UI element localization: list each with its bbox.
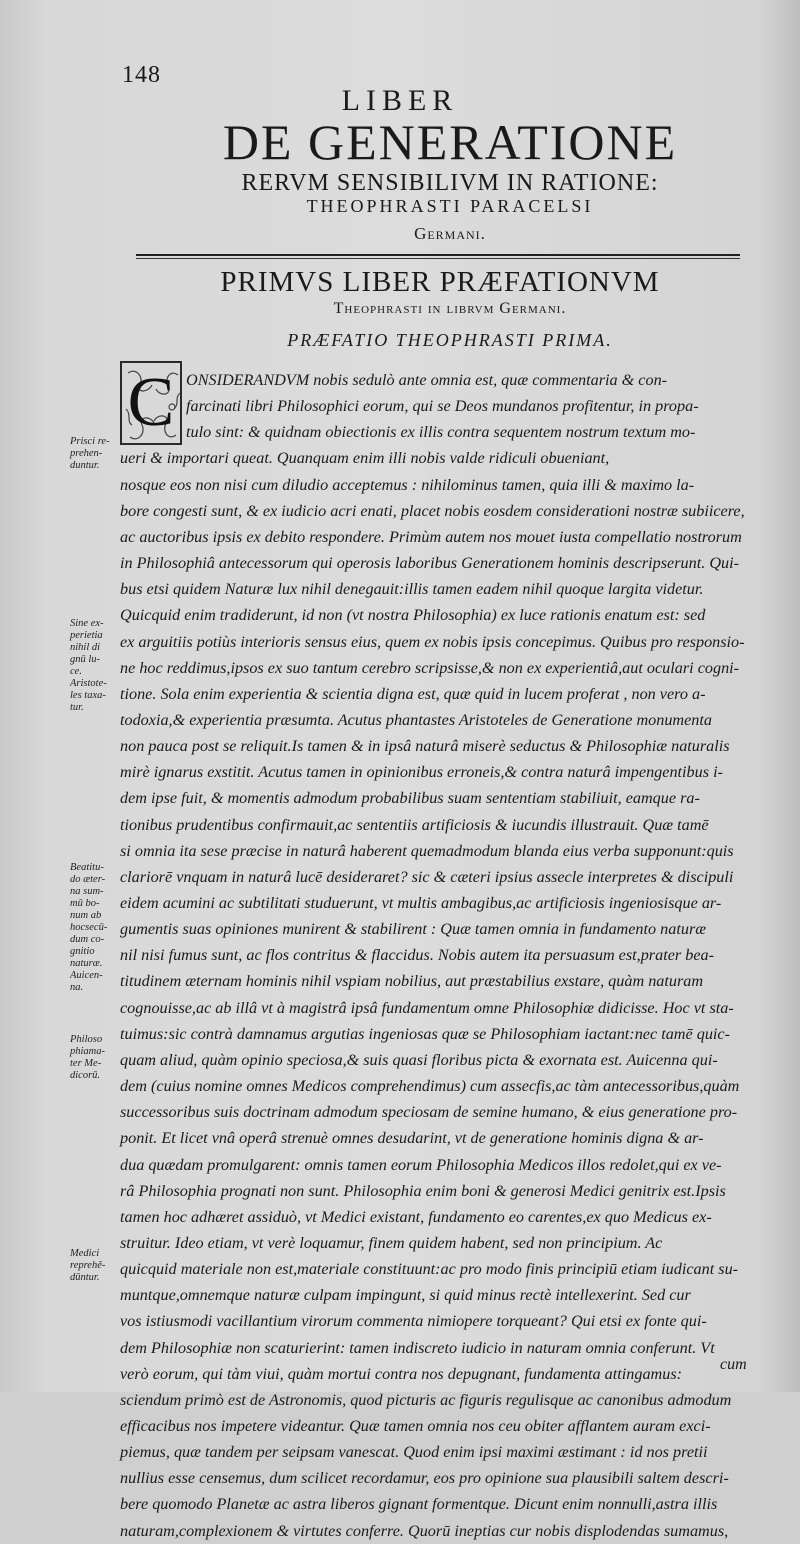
margin-note-line: prehen- [70,448,103,459]
text-line: nullius esse censemus, dum scilicet recordamur, eos pro opinione sua plausibili saltem descri- [120,1469,729,1488]
text-line: clariorē vnquam in naturâ lucē desideraret? sic & cæteri ipsius assecle interpretes & discipuli [120,867,734,886]
text-line: successoribus suis doctrinam admodum speciosam de semine humano, & eius generatione pro- [120,1103,738,1122]
preface-title: PRÆFATIO THEOPHRASTI PRIMA. [287,330,613,350]
margin-note-line: dūntur. [70,1272,100,1283]
margin-note-line: num ab [70,910,102,921]
text-line: non pauca post se reliquit.Is tamen & in ipsâ naturâ miserè seductus & Philosophiæ naturalis [120,737,730,756]
drop-cap-letter: C [127,364,175,441]
text-line: sciendum primò est de Astronomis, quod picturis ac figuris regulisque ac canonibus admodum [120,1390,732,1409]
text-line: tulo sint: & quidnam obiectionis ex illis contra sequentem nostrum textum mo- [186,423,696,442]
section-subheading: Theophrasti in librvm Germani. [333,300,567,317]
margin-note-line: tur. [70,702,84,713]
text-line: tione. Sola enim experientia & scientia digna est, quæ quid in lucem proferat , non vero a- [120,684,706,703]
text-line: struitur. Ideo etiam, vt verè loquamur, finem quidem habent, sed non principium. Ac [120,1233,663,1252]
text-line: eidem acumini ac subtilitati studuerunt, vt multis ambagibus,ac artificiosis ingeniosisque ar- [120,894,722,912]
text-line: bore congesti sunt, & ex iudicio acri enati, placet nobis eosdem considerationi nostræ subiicere, [120,501,745,520]
margin-note-line: Sine ex- [70,618,104,629]
margin-note-line: mū bo- [70,898,100,909]
text-line: muntque,omnemque naturæ culpam impingunt, si quid minus rectè intellexerint. Sed cur [120,1286,691,1305]
text-line: nosque eos non nisi cum diludio acceptemus : nihilominus tamen, quia illi & maximo la- [120,475,695,494]
text-line: bere quomodo Planetæ ac astra liberos gignant formentque. Dicunt enim nonnulli,astra illis [120,1495,718,1514]
margin-note-line: Medici [70,1248,100,1259]
margin-note-line: gnitio [70,946,95,957]
margin-note-line: perietia [70,630,103,641]
margin-note-line: Beatitu- [70,862,104,873]
margin-note-line: na. [70,982,84,993]
text-line: ponit. Et licet vnâ operâ strenuè omnes desudarint, vt de generatione hominis digna & ar- [120,1129,704,1148]
text-line: dem Philosophiæ non scaturierint: tamen indiscreto iudicio in naturam omnia conferunt. Vt [120,1338,715,1357]
margin-note-line: Auicen- [70,970,103,981]
liber-heading: LIBER [341,84,459,117]
text-line: naturam,complexionem & virtutes conferre. Quorū ineptias cur nobis displodendas sumamus, [120,1521,729,1540]
margin-note-line: phiama- [70,1046,105,1057]
margin-note [70,1034,118,1082]
text-line: efficacibus nos impetere videantur. Quæ tamen omnia nos ceu obiter afflantem auram exci- [120,1417,711,1435]
text-line: cognouisse,ac ab illâ vt à magistrâ ipsâ fundamentum omne Philosophiæ didicisse. Hoc vt sta- [120,998,734,1017]
text-line: dua quædam promulgarent: omnis tamen eorum Philosophia Medicos illos redolet,qui ex ve- [120,1155,722,1174]
margin-note-line: naturæ. [70,958,103,969]
text-line: verò eorum, qui tàm viui, quàm mortui contra nos depugnant, fundamenta attingamus: [120,1364,683,1383]
text-line: todoxia,& experientia præsumta. Acutus phantastes Aristoteles de Generatione monumenta [120,710,712,729]
header-rule-thin [136,258,740,259]
text-line: nil nisi fumus sunt, ac flos contritus & flaccidus. Nobis autem ita persuasum est,prater bea- [120,946,714,965]
section-heading: PRIMVS LIBER PRÆFATIONVM [220,266,660,298]
margin-note-line: gnū lu- [70,654,101,665]
margin-note-line: ter Me- [70,1058,102,1069]
text-line: quicquid materiale non est,materiale constituunt:ac pro modo finis principiū etiam iudicant su- [120,1260,739,1279]
text-line: ac auctoribus ipsis ex debito respondere. Primùm autem nos mouet iusta compellatio nostrorum [120,527,742,546]
text-line: ne hoc reddimus,ipsos ex suo tantum cerebro scripsisse,& non ex experientiâ,aut oculari cogni- [120,658,740,677]
text-line: quam aliud, quàm opinio speciosa,& suis quasi floribus picta & exornata est. Auicenna qui- [120,1050,718,1069]
header-rule [136,254,740,256]
margin-note-line: nihil di [70,642,101,653]
text-line: ONSIDERANDVM nobis sedulò ante omnia est, quæ commentaria & con- [186,371,668,389]
author-epithet: Germani. [414,224,486,243]
margin-note [70,618,118,714]
text-line: vos istiusmodi vacillantium virorum commenta nimiopere torqueant? Qui etsi ex fonte qui- [120,1312,707,1331]
margin-note-line: do æter- [70,874,106,885]
margin-note-line: Prisci re- [70,436,110,447]
margin-note-line: na sum- [70,886,104,897]
drop-cap [120,361,182,445]
text-line: ueri & importari queat. Quanquam enim illi nobis valde ridiculi obueniant, [120,449,610,468]
author-name: THEOPHRASTI PARACELSI [306,196,594,216]
margin-note-line: Aristote- [70,678,107,689]
text-line: bus etsi quidem Naturæ lux nihil denegauit:illis tamen eadem nihil quoque largita videtur. [120,580,704,599]
margin-note [70,436,118,472]
margin-note-line: ce. [70,666,82,677]
text-line: tamen hoc adhæret assiduò, vt Medici existant, fundamento eo carentes,ex quo Medicus ex- [120,1207,712,1226]
text-line: dem ipse fuit, & momentis admodum probabilibus suam sententiam stabiliuit, eamque ra- [120,789,700,808]
margin-note-line: hocsecū- [70,922,108,933]
text-line: si omnia ita sese præcise in naturâ haberent quemadmodum blanda eius verba supponunt:quis [120,841,734,860]
text-line: râ Philosophia prognati non sunt. Philosophia enim boni & generosi Medici genitrix est.Ipsis [120,1181,726,1200]
margin-note-line: Philoso [70,1034,103,1045]
margin-note [70,1248,118,1284]
margin-note-line: duntur. [70,460,100,471]
text-line: Quicquid enim tradiderunt, id non (vt nostra Philosophia) ex luce rationis enatum est: sed [120,606,706,625]
catchword: cum [720,1356,747,1373]
margin-note [70,862,118,994]
text-line: titudinem æternam hominis nihil vspiam nobilius, aut præstabilius exstare, quàm naturam [120,972,704,991]
text-line: farcinati libri Philosophici eorum, qui se Deos mundanos profitentur, in propa- [186,397,699,416]
book-title: DE GENERATIONE [222,114,678,170]
text-line: tionibus prudentibus confirmauit,ac sententiis artificiosis & iucundis illustrauit. Quæ tamē [120,815,709,834]
margin-note-line: les taxa- [70,690,106,701]
margin-note-line: dicorū. [70,1070,101,1081]
page-number: 148 [122,62,161,88]
text-line: ex arguitiis potiùs interioris sensus eius, quem ex nobis ipsis concepimus. Quibus pro responsio- [120,632,745,651]
book-subtitle: RERVM SENSIBILIVM IN RATIONE: [241,170,659,196]
text-line: piemus, quæ tandem per seipsam vanescat. Quod enim ipsi maximi æstimant : id nos pretii [120,1443,708,1462]
text-line: mirè ignarus exstitit. Acutus tamen in opinionibus erroneis,& contra naturâ impengentibus i- [120,763,723,782]
margin-note-line: reprehē- [70,1260,106,1271]
text-line: dem (cuius nomine omnes Medicos comprehendimus) cum assecfis,ac tàm antecessoribus,quàm [120,1077,740,1096]
margin-note-line: dum co- [70,934,105,945]
text-line: tuimus:sic contrà damnamus argutias ingeniosas quæ se Philosophiam iactant:nec tamē quic- [120,1024,730,1043]
text-line: in Philosophiâ antecessorum qui operosis laboribus Generationem hominis descripserunt. Qui- [120,554,739,573]
text-line: gumentis suas opiniones munirent & stabilirent : Quæ tamen omnia in fundamento naturæ [120,920,707,939]
